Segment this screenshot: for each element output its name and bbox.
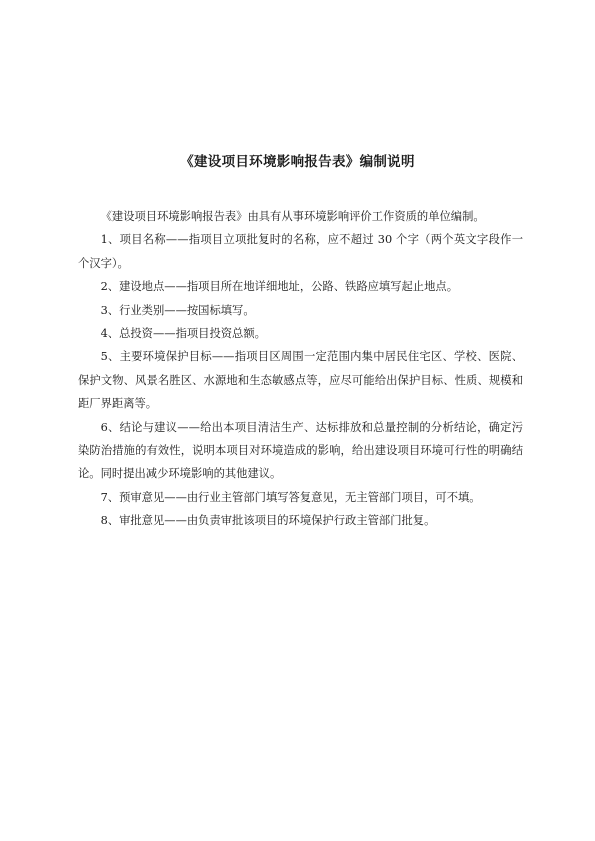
paragraph-item-7: 7、预审意见——由行业主管部门填写答复意见，无主管部门项目，可不填。 <box>100 490 481 504</box>
document-title: 《建设项目环境影响报告表》编制说明 <box>180 154 415 170</box>
document-body <box>78 205 523 533</box>
paragraph-item-6: 6、结论与建议——给出本项目清洁生产、达标排放和总量控制的分析结论，确定污染防治措施的有效性，说明本项目对环境造成的影响，给出建设项目环境可行性的明确结论。同时提出减少环境影响的其他建议。 <box>78 420 523 481</box>
paragraph-item-3: 3、行业类别——按国标填写。 <box>100 303 255 317</box>
paragraph-item-5: 5、主要环境保护目标——指项目区周围一定范围内集中居民住宅区、学校、医院、保护文物、风景名胜区、水源地和生态敏感点等，应尽可能给出保护目标、性质、规模和距厂界距离等。 <box>78 350 523 411</box>
paragraph-item-1: 1、项目名称——指项目立项批复时的名称，应不超过 30 个字（两个英文字段作一个汉字）。 <box>78 233 523 270</box>
paragraph-item-8: 8、审批意见——由负责审批该项目的环境保护行政主管部门批复。 <box>100 514 436 528</box>
paragraph-item-4: 4、总投资——指项目投资总额。 <box>100 327 266 341</box>
paragraph-item-2: 2、建设地点——指项目所在地详细地址，公路、铁路应填写起止地点。 <box>100 280 458 294</box>
paragraph-intro: 《建设项目环境影响报告表》由具有从事环境影响评价工作资质的单位编制。 <box>100 210 485 223</box>
